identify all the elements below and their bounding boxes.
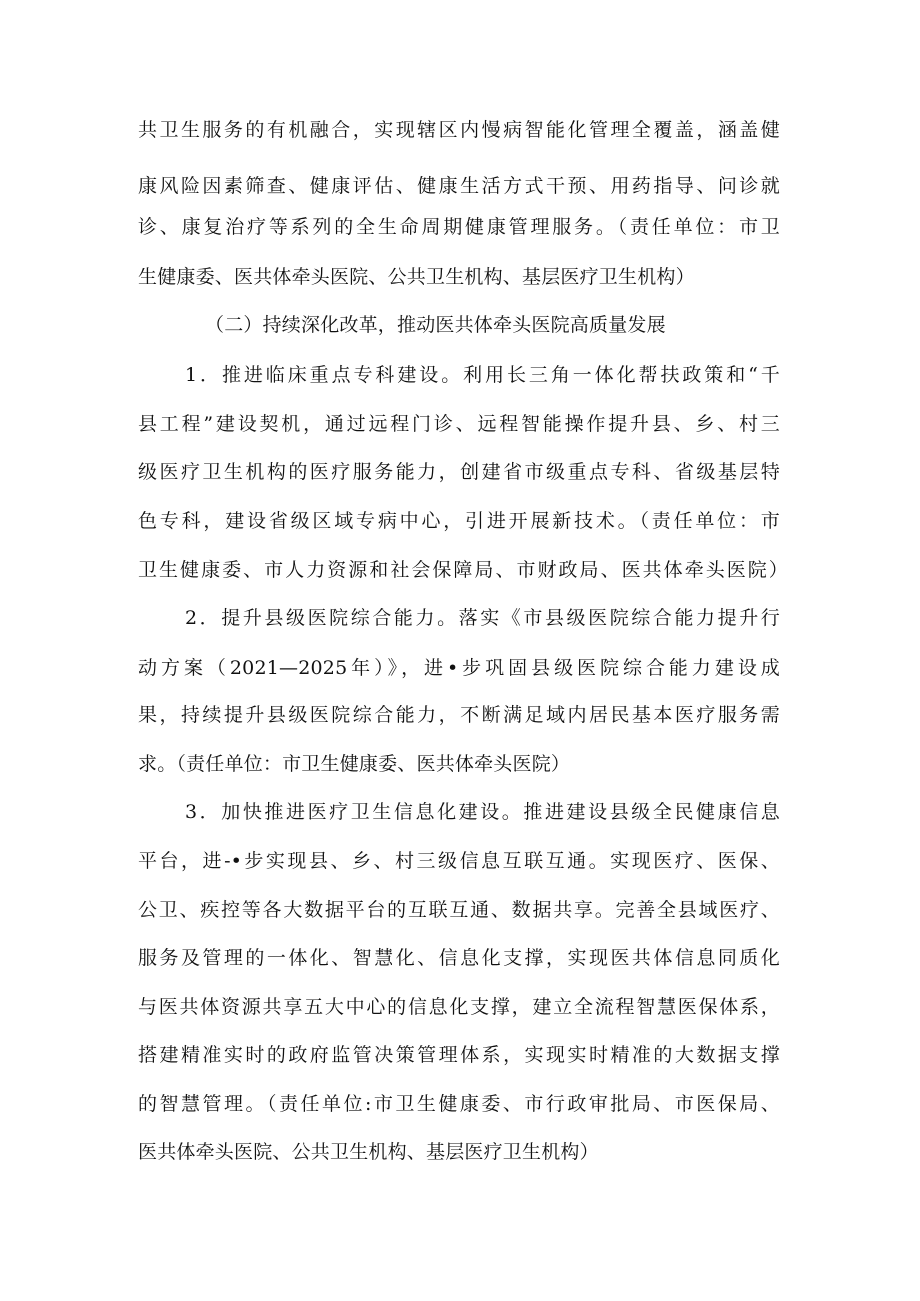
paragraph-line: 动方案（2021—2025年）》，进•步巩固县级医院综合能力建设成	[138, 657, 780, 679]
paragraph-line: 级医疗卫生机构的医疗服务能力，创建省市级重点专科、省级基层特	[138, 461, 780, 483]
paragraph-line: 搭建精准实时的政府监管决策管理体系，实现实时精准的大数据支撑	[138, 1044, 780, 1066]
paragraph-line: 康风险因素筛查、健康评估、健康生活方式干预、用药指导、问诊就	[138, 175, 780, 197]
paragraph-line: 果，持续提升县级医院综合能力，不断满足域内居民基本医疗服务需	[138, 704, 780, 726]
paragraph-line: 共卫生服务的有机融合，实现辖区内慢病智能化管理全覆盖，涵盖健	[138, 119, 780, 141]
paragraph-line: 卫生健康委、市人力资源和社会保障局、市财政局、医共体牵头医院）	[138, 559, 788, 581]
paragraph-line: 医共体牵头医院、公共卫生机构、基层医疗卫生机构）	[138, 1141, 599, 1163]
paragraph-line: 生健康委、医共体牵头医院、公共卫生机构、基层医疗卫生机构）	[138, 266, 695, 288]
paragraph-line: 1．推进临床重点专科建设。利用长三角一体化帮扶政策和“千	[185, 364, 780, 386]
paragraph-line: 的智慧管理。（责任单位:市卫生健康委、市行政审批局、市医保局、	[138, 1093, 780, 1115]
paragraph-line: 平台，进-•步实现县、乡、村三级信息互联互通。实现医疗、医保、	[138, 850, 780, 872]
paragraph-line: 诊、康复治疗等系列的全生命周期健康管理服务。（责任单位：市卫	[138, 216, 780, 238]
paragraph-line: 公卫、疾控等各大数据平台的互联互通、数据共享。完善全县域医疗、	[138, 899, 780, 921]
paragraph-line: 县工程”建设契机，通过远程门诊、远程智能操作提升县、乡、村三	[138, 413, 780, 435]
paragraph-line: 求。（责任单位：市卫生健康委、医共体牵头医院）	[138, 753, 571, 775]
paragraph-line: 与医共体资源共享五大中心的信息化支撑，建立全流程智慧医保体系，	[138, 996, 780, 1018]
section-heading: （二）持续深化改革，推动医共体牵头医院高质量发展	[205, 314, 666, 336]
paragraph-line: 色专科，建设省级区域专病中心，引进开展新技术。（责任单位：市	[138, 510, 780, 532]
paragraph-line: 3．加快推进医疗卫生信息化建设。推进建设县级全民健康信息	[185, 801, 780, 823]
paragraph-line: 2．提升县级医院综合能力。落实《市县级医院综合能力提升行	[185, 607, 780, 629]
paragraph-line: 服务及管理的一体化、智慧化、信息化支撑，实现医共体信息同质化	[138, 947, 780, 969]
